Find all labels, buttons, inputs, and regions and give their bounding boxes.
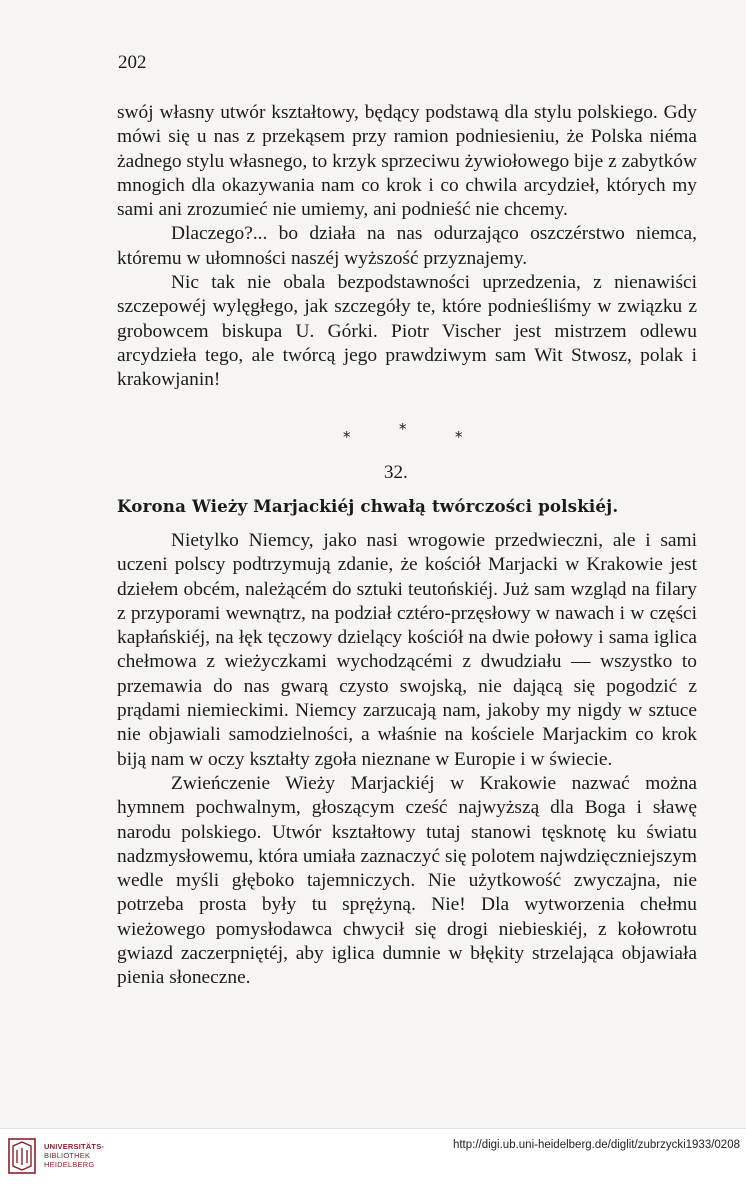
viewer-footer: [0, 1128, 746, 1184]
logo-line: UNIVERSITÄTS-: [44, 1142, 105, 1151]
permalink-url[interactable]: http://digi.ub.uni-heidelberg.de/diglit/zubrzycki1933/0208: [452, 1139, 740, 1151]
paragraph: swój własny utwór kształtowy, będący podstawą dla stylu polskiego. Gdy mówi się u nas z przekąsem przy ramion podniesieniu, że Polska niéma żadnego stylu własnego, to krzyk sprzeciwu żywiołowego bije z zabytków mnogich dla okazywania nam co krok i co chwila arcydzieł, których my sami ani zrozumieć nie umiemy, ani podnieść nie chcemy.: [117, 102, 697, 221]
section-separator: [0, 420, 746, 444]
paragraph: Dlaczego?... bo działa na nas odurzająco oszczérstwo niemca, któremu w ułomności naszéj wyższość przyznajemy.: [117, 223, 697, 269]
paragraph: Zwieńczenie Wieży Marjackiéj w Krakowie nazwać można hymnem pochwalnym, głoszącym cześć najwyższą dla Boga i sławę narodu polskiego. Utwór kształtowy tutaj stanowi tęsknotę ku światu nadzmysłowemu, która umiała zaznaczyć się polotem najwdzięczniejszym wedle myśli głęboko tajemniczych. Nie użytkowość zwyczajna, nie potrzeba prosta były tu sprężyną. Nie! Dla wytworzenia chełmu wieżowego pomysłodawca chwycił się drogi niebieskiéj, z kołowrotu gwiazd zaczerpniętéj, aby iglica dumnie w błękity strzelająca objawiała pienia słoneczne.: [117, 772, 697, 989]
paragraph: Nietylko Niemcy, jako nasi wrogowie przedwieczni, ale i sami uczeni polscy podtrzymują zdanie, że kościół Marjacki w Krakowie jest dziełem obcém, należącém do sztuki teutońskiéj. Już sam wzgląd na filary z przyporami wewnątrz, na podział cztéro-przęsłowy w nawach i w części kapłańskiéj, na łęk tęczowy dzielący kościół na dwie połowy i sama iglica chełmowa z wieżyczkami wychodzącémi z dwudziału — wszystko to przemawia do nas gwarą czysto swojską, nie dającą się pogodzić z prądami niemieckimi. Niemcy zarzucają nam, jakoby my nigdy w sztuce nie objawiali samodzielności, a właśnie na kościele Marjackim co krok biją nam w oczy kształty zgoła nieznane w Europie i w świecie.: [117, 530, 697, 770]
logo-line: HEIDELBERG: [44, 1160, 95, 1169]
paragraph: Nic tak nie obala bezpodstawności uprzedzenia, z nienawiści szczepowéj wylęgłego, jak szczegóły te, które podnieśliśmy w związku z grobowcem biskupa U. Górki. Piotr Vischer jest mistrzem odlewu arcydzieła tego, ale twórcą jego prawdziwym sam Wit Stwosz, polak i krakowjanin!: [117, 272, 697, 391]
logo-line: BIBLIOTHEK: [44, 1151, 91, 1160]
separator-star: *: [399, 420, 407, 438]
library-logo-icon: [8, 1138, 36, 1174]
separator-star: *: [343, 428, 351, 446]
separator-star: *: [455, 428, 463, 446]
section-number: 32.: [384, 462, 408, 483]
library-logo-text: [44, 1142, 104, 1169]
page-number: 202: [118, 52, 147, 73]
text-block-section: [117, 529, 697, 991]
text-block-top: [117, 101, 697, 393]
section-title: Korona Wieży Marjackiéj chwałą twórczości polskiéj.: [117, 496, 619, 516]
